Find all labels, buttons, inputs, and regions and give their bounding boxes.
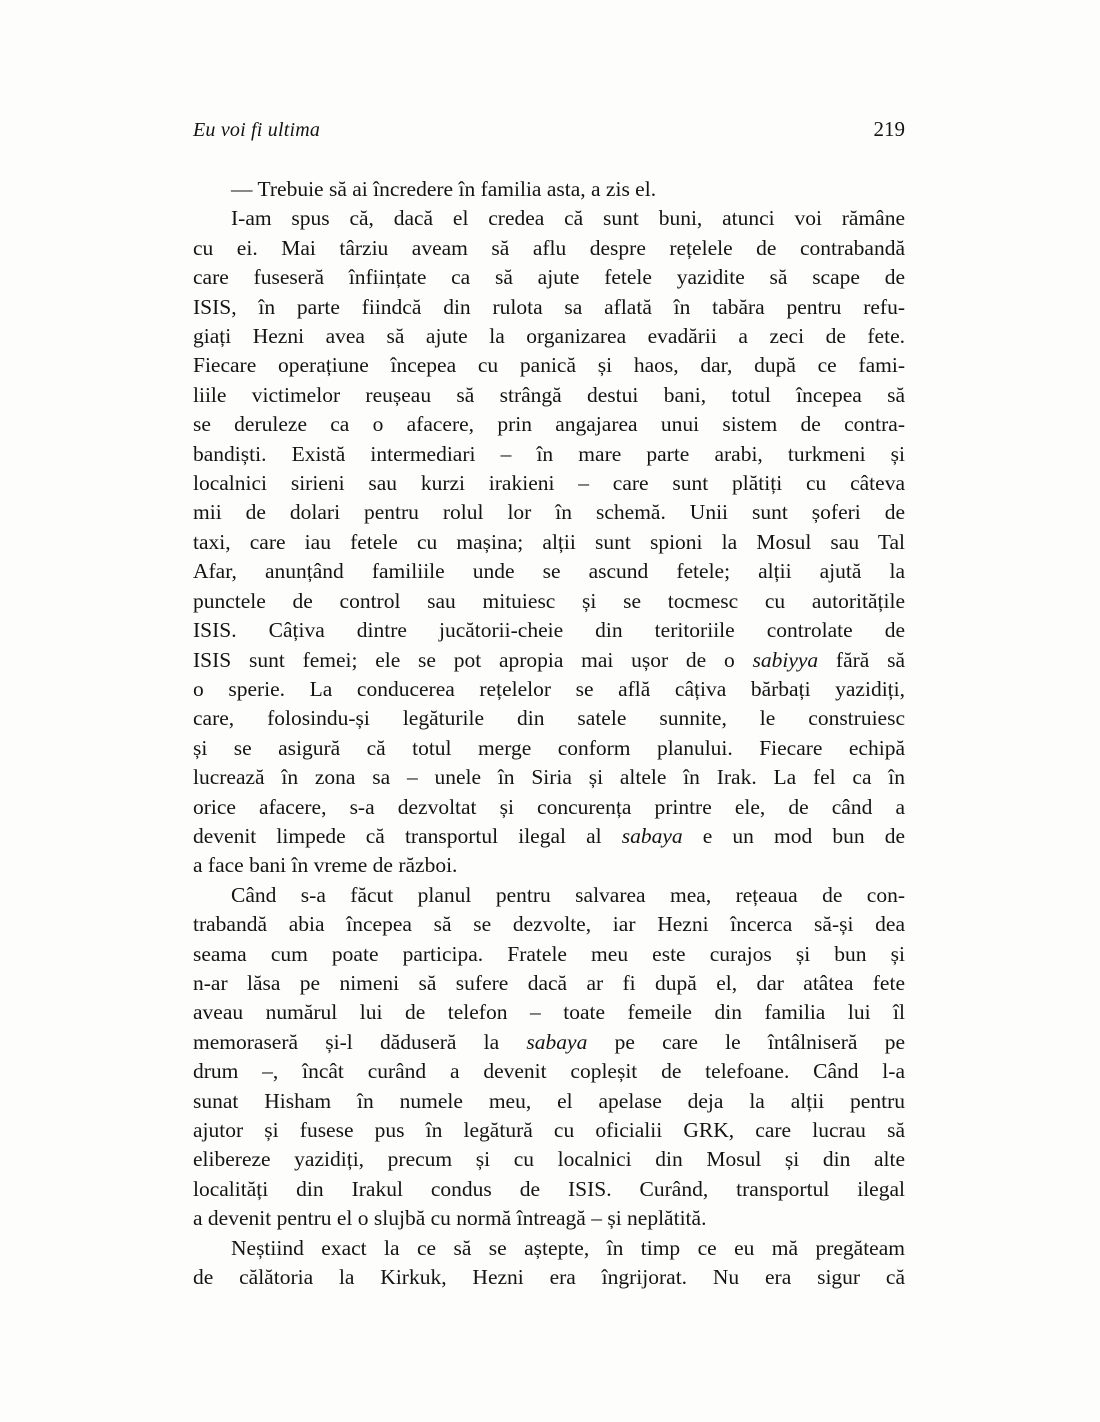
text-line: n-ar lăsa pe nimeni să sufere dacă ar fi după el, dar atâtea fete — [193, 970, 905, 995]
text-line: bandiști. Există intermediari – în mare parte arabi, turkmeni și — [193, 441, 905, 466]
text-line: a devenit pentru el o slujbă cu normă întreagă – și neplătită. — [193, 1206, 707, 1231]
text-line: giați Hezni avea să ajute la organizarea evadării a zeci de fete. — [193, 324, 905, 349]
text-line: Fiecare operațiune începea cu panică și haos, dar, după ce fami- — [193, 353, 905, 378]
book-title: Eu voi fi ultima — [193, 119, 321, 141]
paragraph — [193, 881, 905, 1234]
page-number: 219 — [873, 117, 905, 141]
text-line: ISIS sunt femei; ele se pot apropia mai ușor de o sabiyya fără să — [193, 647, 905, 672]
page-body — [193, 175, 905, 1292]
text-line: drum –, încât curând a devenit copleșit de telefoane. Când l-a — [193, 1059, 905, 1084]
text-line: Afar, anunțând familiile unde se ascund fetele; alții ajută la — [193, 559, 905, 584]
text-line: care, folosindu-și legăturile din satele sunnite, le construiesc — [193, 706, 905, 731]
text-line: sunat Hisham în numele meu, el apelase deja la alții pentru — [193, 1088, 905, 1113]
text-line: se deruleze ca o afacere, prin angajarea unui sistem de contra- — [193, 412, 905, 437]
paragraph — [193, 1234, 905, 1293]
text-line: localnici sirieni sau kurzi irakieni – care sunt plătiți cu câteva — [193, 471, 905, 496]
text-line: ISIS. Câțiva dintre jucătorii-cheie din teritoriile controlate de — [193, 618, 905, 643]
paragraph — [193, 204, 905, 880]
text-line: I-am spus că, dacă el credea că sunt buni, atunci voi rămâne — [231, 206, 905, 231]
paragraph — [193, 175, 905, 204]
text-line: ISIS, în parte fiindcă din rulota sa aflată în tabăra pentru refu- — [193, 294, 905, 319]
text-line: orice afacere, s-a dezvoltat și concurența printre ele, de când a — [193, 794, 905, 819]
text-line: Când s-a făcut planul pentru salvarea mea, rețeaua de con- — [231, 882, 905, 907]
text-line: cu ei. Mai târziu aveam să aflu despre rețelele de contrabandă — [193, 235, 905, 260]
text-line: elibereze yazidiți, precum și cu localnici din Mosul și din alte — [193, 1147, 905, 1172]
text-line: devenit limpede că transportul ilegal al sabaya e un mod bun de — [193, 823, 906, 848]
text-line: ajutor și fusese pus în legătură cu oficialii GRK, care lucrau să — [193, 1118, 905, 1142]
text-line: lucrează în zona sa – unele în Siria și altele în Irak. La fel ca în — [193, 765, 905, 790]
text-line: și se asigură că totul merge conform planului. Fiecare echipă — [193, 735, 905, 760]
text-line: trabandă abia începea să se dezvolte, iar Hezni încerca să-și dea — [193, 912, 905, 937]
text-line: localități din Irakul condus de ISIS. Curând, transportul ilegal — [193, 1176, 905, 1201]
text-line: de călătoria la Kirkuk, Hezni era îngrijorat. Nu era sigur că — [193, 1265, 905, 1290]
text-line: liile victimelor reușeau să strângă destui bani, totul începea să — [193, 382, 905, 407]
text-line: a face bani în vreme de război. — [193, 853, 458, 878]
text-line: o sperie. La conducerea rețelelor se află câțiva bărbați yazidiți, — [193, 676, 905, 701]
text-line: mii de dolari pentru rolul lor în schemă. Unii sunt șoferi de — [193, 500, 905, 525]
text-line: seama cum poate participa. Fratele meu este curajos și bun și — [193, 941, 905, 966]
text-line: Neștiind exact la ce să se aștepte, în timp ce eu mă pregăteam — [231, 1235, 905, 1260]
text-line: care fuseseră înființate ca să ajute fetele yazidite să scape de — [193, 265, 905, 290]
text-line: memoraseră și-l dăduseră la sabaya pe care le întâlniseră pe — [193, 1029, 905, 1054]
text-line: aveau numărul lui de telefon – toate femeile din familia lui îl — [193, 1000, 905, 1025]
text-line: taxi, care iau fetele cu mașina; alții sunt spioni la Mosul sau Tal — [193, 529, 905, 554]
text-line: punctele de control sau mituiesc și se tocmesc cu autoritățile — [193, 588, 905, 613]
text-line: — Trebuie să ai încredere în familia asta, a zis el. — [231, 177, 657, 201]
running-header — [193, 118, 905, 141]
